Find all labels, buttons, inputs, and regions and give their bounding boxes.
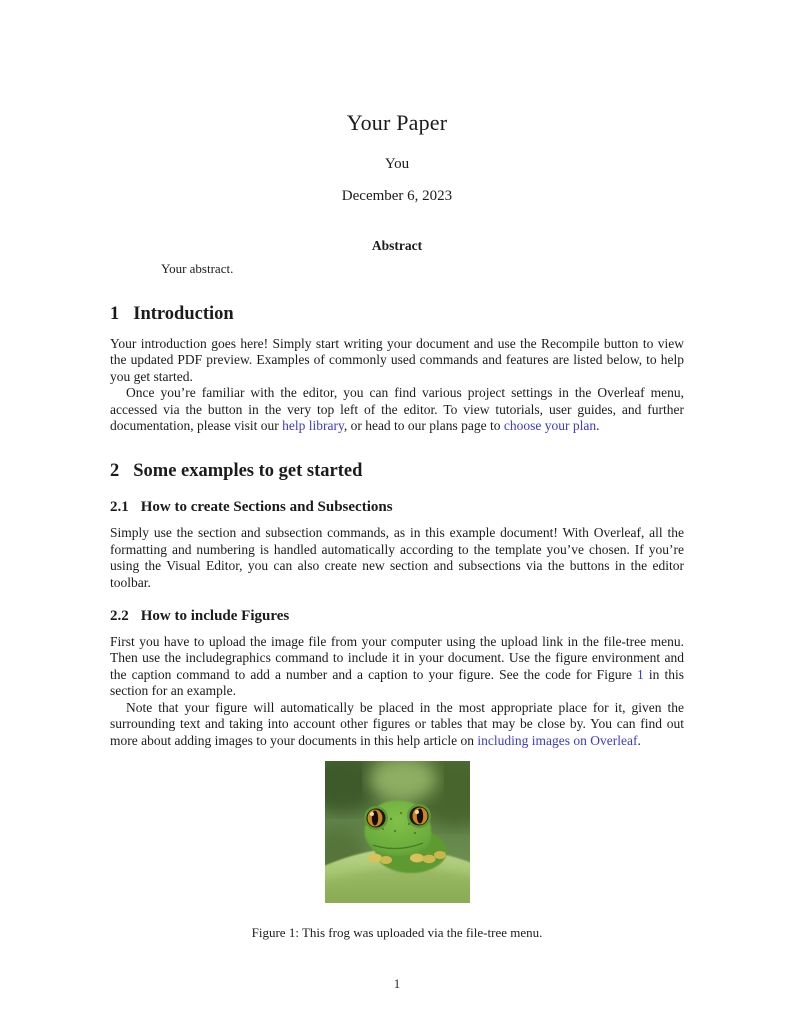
- hyperlink[interactable]: choose your plan: [503, 418, 597, 434]
- text-run: , or head to our plans page to: [343, 418, 504, 434]
- section-heading-introduction: [110, 304, 684, 325]
- section-number: 2: [110, 461, 120, 482]
- title-block: [110, 0, 684, 205]
- subsection-heading-figures: [110, 608, 684, 625]
- subsection-heading-sections: [110, 499, 684, 516]
- section-title: Introduction: [133, 304, 234, 324]
- subsection-number: 2.1: [110, 499, 129, 516]
- paper-author: You: [384, 156, 410, 172]
- abstract-text: Your abstract.: [161, 261, 234, 276]
- figure-caption: Figure 1: This frog was uploaded via the file-tree menu.: [251, 924, 543, 940]
- text-run: First you have to upload the image file from your computer using the upload link in the file-tree menu. Then use the includegraphics command to include it in your document. Use the figure environment and the caption command to add a number and a caption to your figure. See the code for Figure: [110, 634, 684, 682]
- text-run: in this section for an example.: [110, 666, 684, 699]
- paragraph-intro-1: Your introduction goes here! Simply start writing your document and use the Recompile button to view the updated PDF preview. Examples of commonly used commands and features are listed below, to help you get started.: [110, 336, 684, 384]
- section-heading-examples: [110, 461, 684, 482]
- text-run: .: [637, 732, 641, 748]
- text-run: .: [596, 418, 600, 434]
- subsection-title: How to include Figures: [140, 608, 290, 625]
- section-number: 1: [110, 304, 120, 324]
- paragraph-figures-2: [110, 700, 684, 749]
- paragraph-sections-1: Simply use the section and subsection commands, as in this example document! With Overleaf, all the formatting and numbering is handled automatically according to the template you’ve chosen. If you’re using the Visual Editor, you can also create new section and subsections via the buttons in the editor toolbar.: [110, 525, 684, 590]
- paragraph-intro-2: [110, 385, 684, 434]
- section-title: Some examples to get started: [133, 461, 363, 482]
- paper-title: Your Paper: [346, 110, 448, 135]
- document-content: [110, 0, 684, 941]
- figure-1: [110, 761, 684, 941]
- frog-image: [325, 761, 470, 903]
- subsection-number: 2.2: [110, 608, 129, 625]
- hyperlink[interactable]: help library: [282, 418, 344, 434]
- hyperlink[interactable]: 1: [637, 666, 644, 682]
- subsection-title: How to create Sections and Subsections: [140, 499, 393, 516]
- page-number: 1: [393, 976, 401, 991]
- hyperlink[interactable]: including images on Overleaf: [477, 732, 638, 748]
- abstract-block: [110, 238, 684, 277]
- text-run: Once you’re familiar with the editor, you can find various project settings in the Overleaf menu, accessed via the button in the very top left of the editor. To view tutorials, user guides, and further documentation, please visit our: [110, 385, 684, 434]
- abstract-heading: Abstract: [371, 238, 423, 253]
- paper-date: December 6, 2023: [341, 188, 453, 204]
- paragraph-figures-1: [110, 634, 684, 700]
- text-run: Note that your figure will automatically be placed in the most appropriate place for it, given the surrounding text and taking into account other figures or tables that may be close by. You can find out more about adding images to your documents in this help article on: [110, 699, 684, 748]
